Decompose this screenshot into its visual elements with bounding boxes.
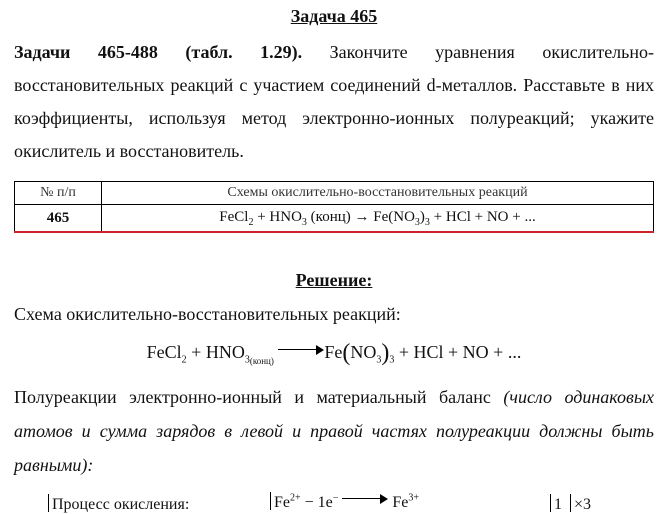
reaction-table bbox=[14, 181, 654, 233]
table-row bbox=[15, 205, 654, 233]
conc-label: (конц) bbox=[249, 356, 274, 366]
col-number-header: № п/п bbox=[15, 182, 102, 205]
oxidation-process-label: Процесс окисления: bbox=[48, 494, 189, 514]
oxidation-half-reaction: $Fe^{2+} - 1e^-$ $Fe^{3+}$ bbox=[270, 492, 419, 512]
task-statement bbox=[14, 36, 654, 168]
table-header-row bbox=[15, 182, 654, 205]
task-range: Задачи 465-488 (табл. 1.29). bbox=[14, 42, 303, 62]
arrow-icon bbox=[278, 345, 324, 355]
col-scheme-header: Схемы окислительно-восстановительных реакций bbox=[102, 182, 654, 205]
scheme-label: Схема окислительно-восстановительных реакций: bbox=[14, 304, 401, 324]
row-number: 465 bbox=[15, 205, 102, 233]
balance-italic: (число одинаковых атомов и сумма зарядов в левой и правой частях полуреакции должны быть равными): bbox=[14, 387, 655, 475]
balance-text: Полуреакции электронно-ионный и материальный баланс bbox=[14, 387, 491, 407]
problem-title: Задача 465 bbox=[290, 6, 378, 26]
task-text: Закончите уравнения окислительно-восстановительных реакций с участием соединений d-металлов. Расставьте в них коэффициенты, используя метод электронно-ионных полуреакций; укажите окислитель и восстановитель. bbox=[14, 42, 655, 161]
arrow-icon bbox=[342, 494, 388, 504]
oxidation-coefficients: 1 ×3 bbox=[550, 494, 591, 514]
row-reaction: FeCl$_2$ + $HNO_3$ (конц) → $Fe(NO_3)_3$ + HCl + NO + ... bbox=[102, 205, 654, 233]
reaction-equation: FeCl$_2$ + $HNO_{3(конц)}$ $Fe(NO_3)_3$ + HCl + NO + ... bbox=[146, 340, 522, 366]
balance-paragraph bbox=[14, 380, 654, 482]
solution-heading: Решение: bbox=[295, 270, 373, 290]
